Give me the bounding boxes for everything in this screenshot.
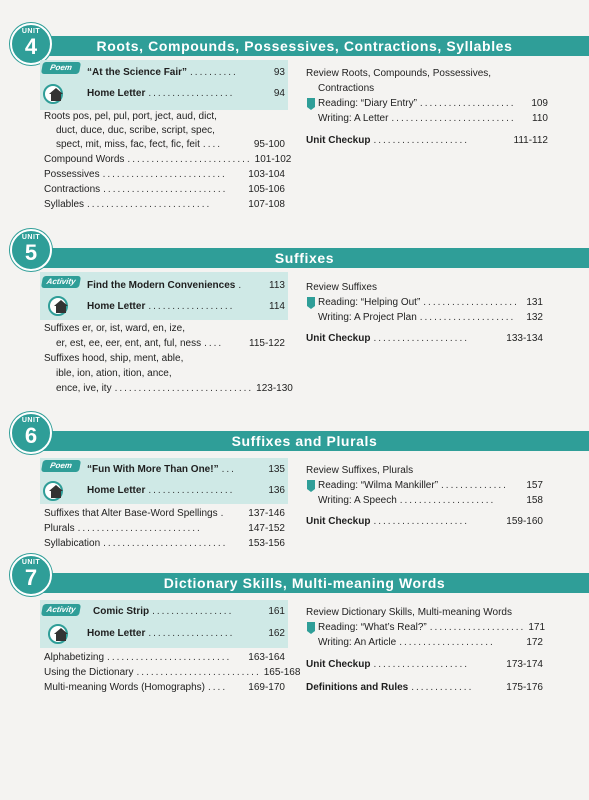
unit-banner xyxy=(20,36,589,56)
roots-entry: spect, mit, miss, fac, fect, fic, feit .... 95-100 xyxy=(56,139,285,150)
suffix-line: Suffixes hood, ship, ment, able, xyxy=(44,353,184,364)
review-heading: Contractions xyxy=(318,83,375,94)
suffix-line: ible, ion, ation, ition, ance, xyxy=(56,368,172,379)
toc-entry: Possessives .......................... 103-104 xyxy=(44,169,285,180)
writing-entry: Writing: A Letter .......................... 110 xyxy=(318,113,548,124)
roots-line: Roots pos, pel, pul, port, ject, aud, dict, xyxy=(44,111,217,122)
suffix-entry: er, est, ee, eer, ent, ant, ful, ness .... 115-122 xyxy=(56,338,285,349)
activity-tag: Activity xyxy=(41,604,81,616)
book-icon xyxy=(306,97,316,111)
home-letter-icon xyxy=(48,624,72,644)
book-icon xyxy=(306,479,316,493)
home-letter-entry: Home Letter .................. 94 xyxy=(87,88,285,99)
toc-entry: Syllables .......................... 107-108 xyxy=(44,199,285,210)
unit-badge: UNIT 5 xyxy=(10,229,52,271)
home-letter-entry: Home Letter .................. 114 xyxy=(87,301,285,312)
review-heading: Review Dictionary Skills, Multi-meaning Words xyxy=(306,607,512,618)
unit-number: 5 xyxy=(24,240,38,265)
unit-title: Dictionary Skills, Multi-meaning Words xyxy=(163,575,446,591)
roots-line: duct, duce, duc, scribe, script, spec, xyxy=(56,125,215,136)
unit-title: Roots, Compounds, Possessives, Contractions, Syllables xyxy=(96,38,513,54)
unit-badge: UNIT 4 xyxy=(10,23,52,65)
toc-entry: Alphabetizing .......................... 163-164 xyxy=(44,652,285,663)
home-letter-icon xyxy=(43,84,67,104)
reading-entry: Reading: “Wilma Mankiller” .............. 157 xyxy=(318,480,543,491)
unit-title: Suffixes xyxy=(274,250,335,266)
feature-entry: “At the Science Fair” .......... 93 xyxy=(87,67,285,78)
home-letter-icon xyxy=(43,481,67,501)
unit-checkup-entry: Unit Checkup .................... 159-160 xyxy=(306,516,543,527)
poem-tag: Poem xyxy=(41,460,81,472)
toc-entry: Plurals .......................... 147-152 xyxy=(44,523,285,534)
unit-number: 6 xyxy=(24,423,38,448)
toc-entry: Syllabication .......................... 153-156 xyxy=(44,538,285,549)
writing-entry: Writing: A Project Plan .................... 132 xyxy=(318,312,543,323)
unit-banner xyxy=(20,431,589,451)
toc-entry: Suffixes that Alter Base-Word Spellings . 137-146 xyxy=(44,508,285,519)
feature-entry: “Fun With More Than One!” ... 135 xyxy=(87,464,285,475)
home-letter-icon xyxy=(48,296,72,316)
toc-entry: Multi-meaning Words (Homographs) .... 169-170 xyxy=(44,682,285,693)
unit-banner xyxy=(20,573,589,593)
reading-entry: Reading: “Helping Out” .................... 131 xyxy=(318,297,543,308)
suffix-line: Suffixes er, or, ist, ward, en, ize, xyxy=(44,323,185,334)
reading-entry: Reading: “Diary Entry” .................... 109 xyxy=(318,98,548,109)
reading-entry: Reading: “What’s Real?” .................... 171 xyxy=(318,622,546,633)
activity-tag: Activity xyxy=(41,276,81,288)
toc-entry: Compound Words .......................... 101-102 xyxy=(44,154,292,165)
unit-badge: UNIT 6 xyxy=(10,412,52,454)
home-letter-entry: Home Letter .................. 162 xyxy=(87,628,285,639)
definitions-entry: Definitions and Rules ............. 175-176 xyxy=(306,682,543,693)
unit-number: 4 xyxy=(24,34,38,59)
review-heading: Review Suffixes, Plurals xyxy=(306,465,414,476)
unit-checkup-entry: Unit Checkup .................... 173-174 xyxy=(306,659,543,670)
unit-badge: UNIT 7 xyxy=(10,554,52,596)
review-heading: Review Roots, Compounds, Possessives, xyxy=(306,68,492,79)
unit-checkup-entry: Unit Checkup .................... 133-134 xyxy=(306,333,543,344)
unit-checkup-entry: Unit Checkup .................... 111-112 xyxy=(306,135,548,146)
suffix-entry: ence, ive, ity ............................. 123-130 xyxy=(56,383,293,394)
book-icon xyxy=(306,621,316,635)
toc-entry: Contractions .......................... 105-106 xyxy=(44,184,285,195)
poem-tag: Poem xyxy=(41,62,81,74)
book-icon xyxy=(306,296,316,310)
writing-entry: Writing: A Speech .................... 158 xyxy=(318,495,543,506)
toc-entry: Using the Dictionary .......................... 165-168 xyxy=(44,667,301,678)
writing-entry: Writing: An Article .................... 172 xyxy=(318,637,543,648)
feature-entry: Comic Strip ................. 161 xyxy=(93,606,285,617)
unit-banner xyxy=(20,248,589,268)
review-heading: Review Suffixes xyxy=(306,282,377,293)
home-letter-entry: Home Letter .................. 136 xyxy=(87,485,285,496)
feature-entry: Find the Modern Conveniences . 113 xyxy=(87,280,285,291)
unit-number: 7 xyxy=(24,565,38,590)
unit-title: Suffixes and Plurals xyxy=(231,433,378,449)
